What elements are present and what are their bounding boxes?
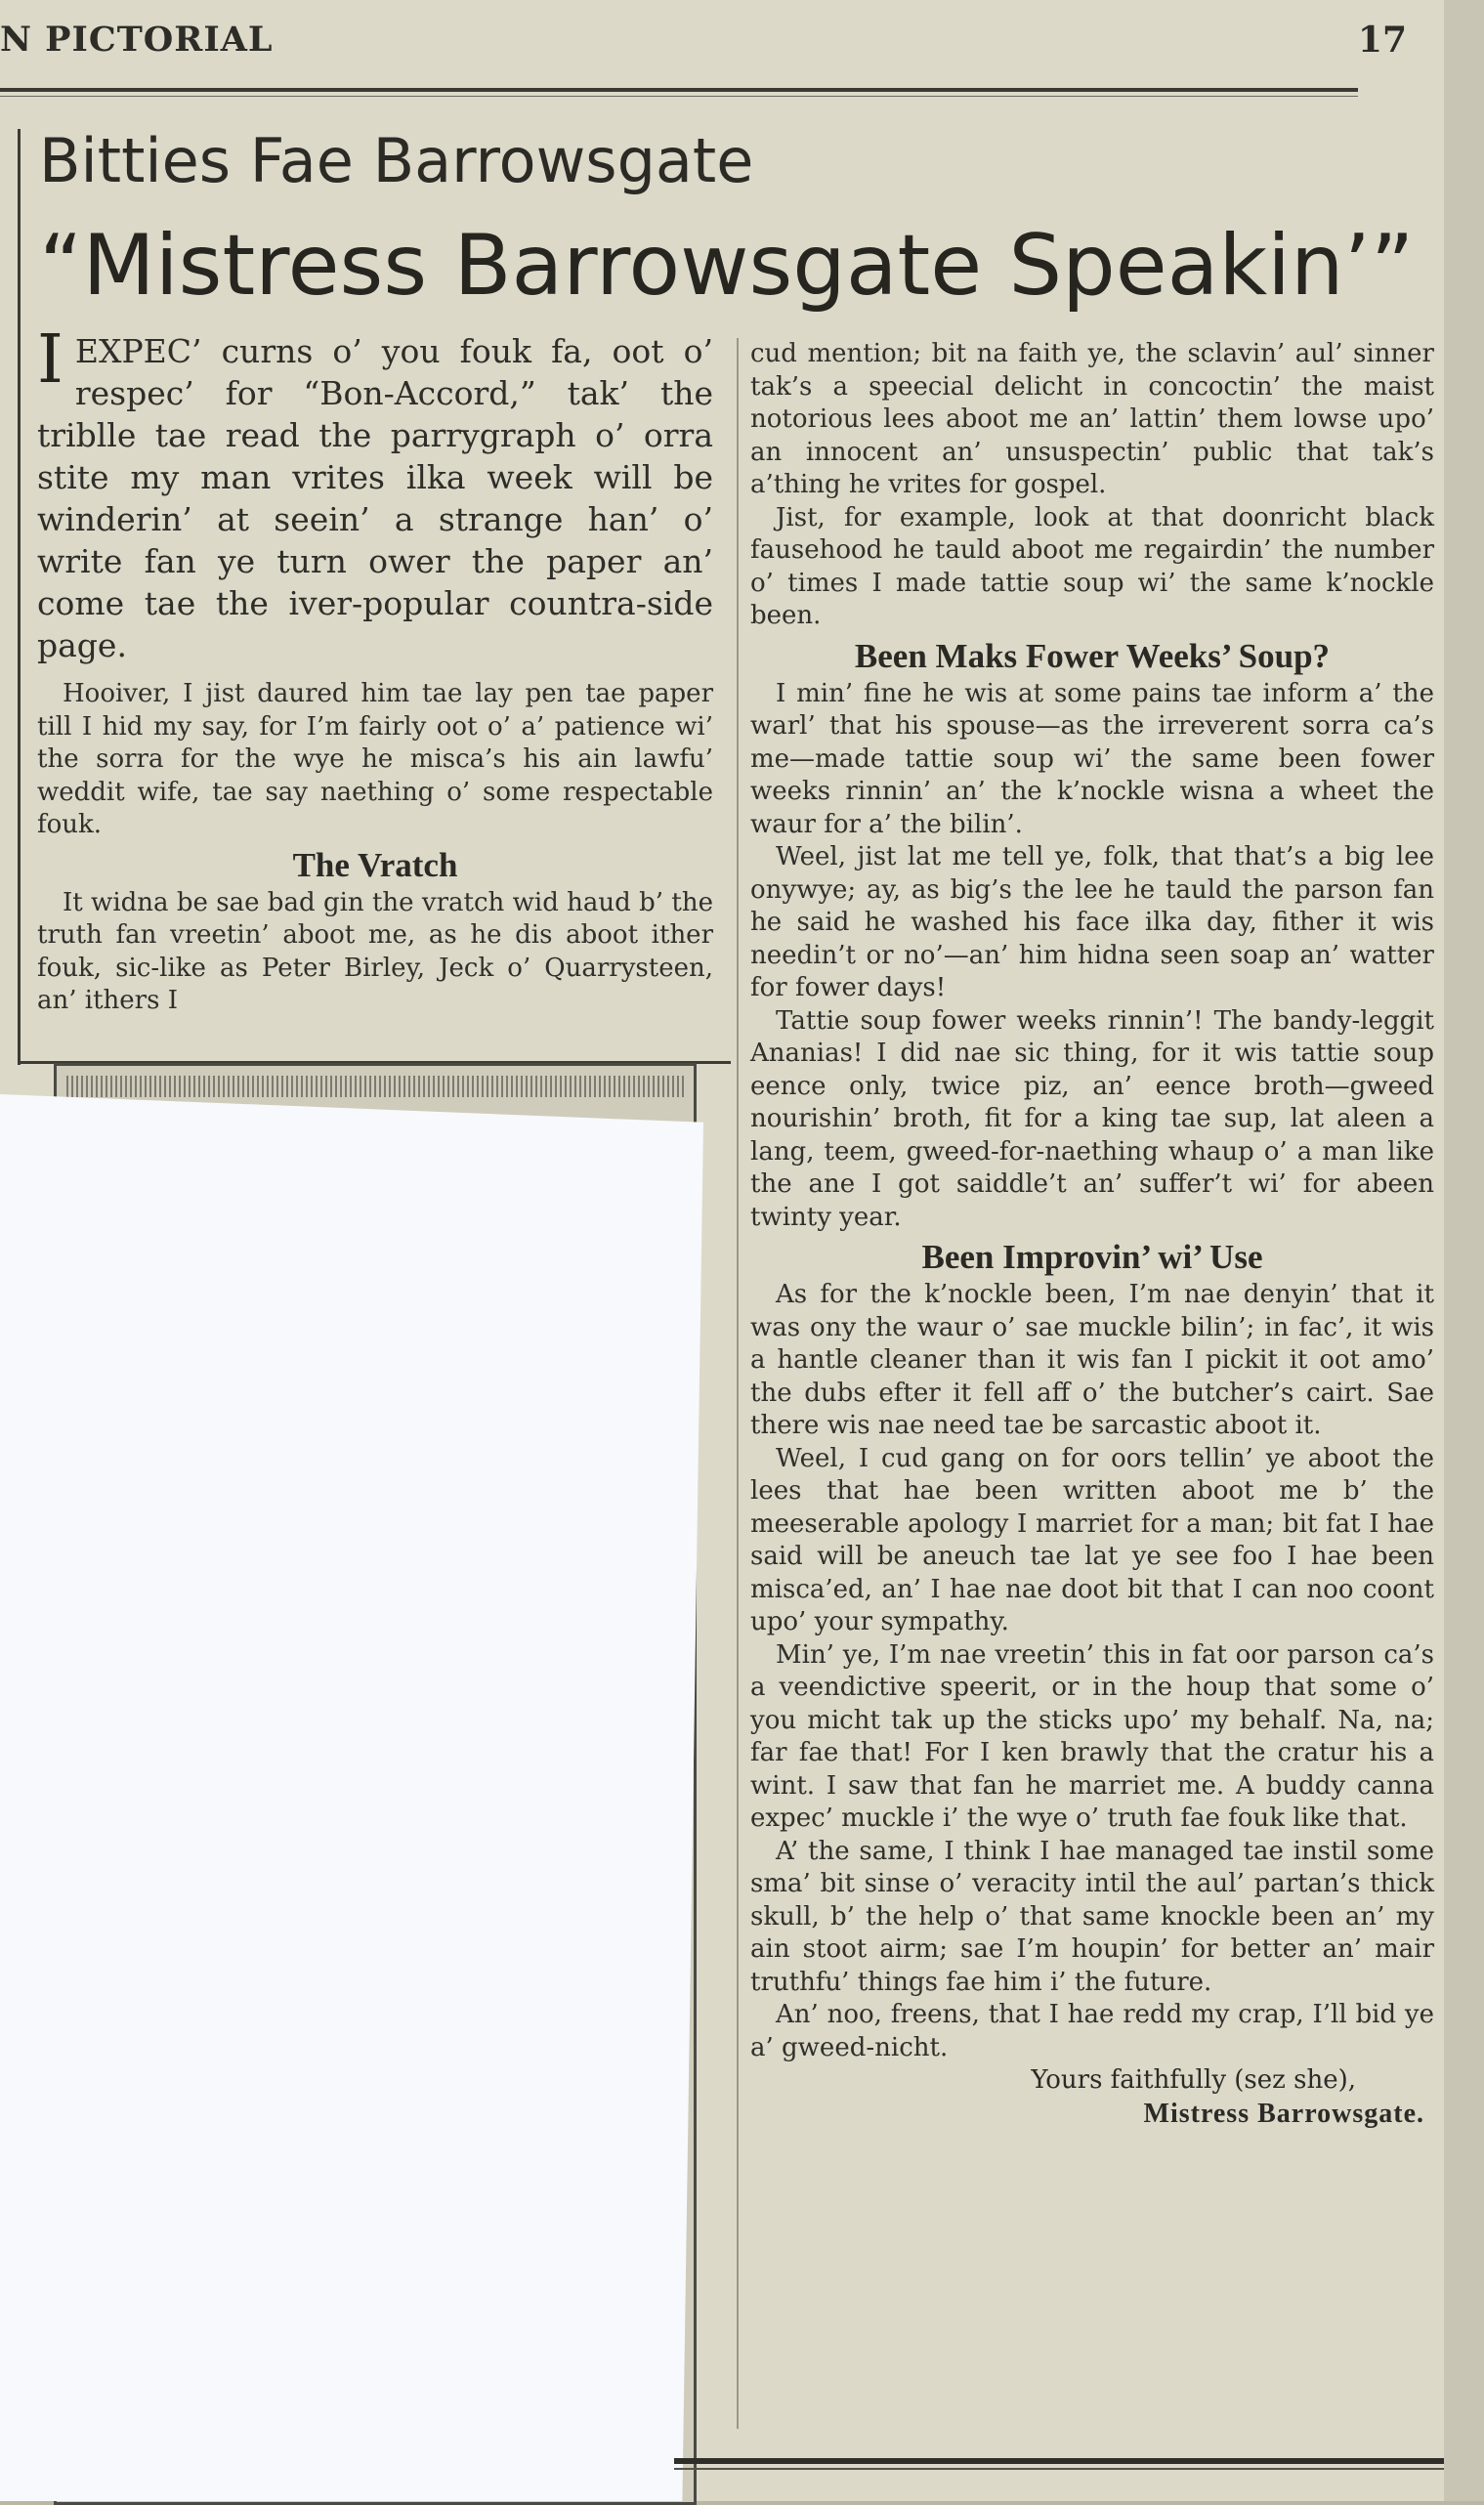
paragraph: Jist, for example, look at that doonricht black fausehood he tauld aboot me regairdin’ the number o’ times I made tattie soup wi’ the same k’nockle been. [750, 502, 1434, 630]
paragraph: A’ the same, I think I hae managed tae instil some sma’ bit sinse o’ veracity intil the aul’ partan’s thick skull, b’ the help o’ that same knockle been an’ my ain stoot airm; sae I’m houpin’ for better an’ mair truthfu’ things fae him i’ the future. [750, 1836, 1434, 1997]
subhead-the-vratch: The Vratch [292, 845, 458, 884]
left-column [37, 321, 713, 1018]
article-headline: “Mistress Barrowsgate Speakin’” [39, 217, 1415, 315]
paragraph: It widna be sae bad gin the vratch wid haud b’ the truth fan vreetin’ aboot me, as he dis aboot ither fouk, sic-like as Peter Birley, Jeck o’ Quarrysteen, an’ ithers I [37, 887, 713, 1015]
lead-paragraph [37, 321, 713, 666]
page-edge [1444, 0, 1484, 2501]
article-kicker: Bitties Fae Barrowsgate [39, 125, 754, 196]
paragraph: Min’ ye, I’m nae vreetin’ this in fat oor parson ca’s a veendictive speerit, or in the houp that some o’ you micht tak up the sticks upo’ my behalf. Na, na; far fae that! For I ken brawly that the cratur his a wint. I saw that fan he marriet me. A buddy canna expec’ muckle i’ the wye o’ truth fae fouk like that. [750, 1639, 1434, 1833]
ad-hatched-border [66, 1076, 684, 1097]
signature: Mistress Barrowsgate. [1143, 2098, 1424, 2129]
publication-title: N PICTORIAL [0, 20, 274, 60]
header-rule-thin [0, 96, 1358, 97]
signoff: Yours faithfully (sez she), [1031, 2065, 1356, 2095]
footer-rule-thin [674, 2468, 1456, 2470]
drop-cap: I [37, 321, 64, 399]
paragraph: Tattie soup fower weeks rinnin’! The bandy-leggit Ananias! I did nae sic thing, for it wis tattie soup eence only, twice piz, an’ eence broth—gweed nourishin’ broth, fit for a king tae sup, lat aleen a lang, teem, gweed-for-naething whaup o’ a man like the ane I got saiddle’t an’ suffer’t wi’ for abeen twinty year. [750, 1005, 1434, 1232]
column-divider [737, 338, 739, 2429]
paragraph: As for the k’nockle been, I’m nae denyin’ that it was ony the waur o’ sae muckle bilin’; in fac’, it wis a hantle cleaner than it wis fan I pickit it oot amo’ the dubs efter it fell aff o’ the butcher’s cairt. Sae there wis nae need tae be sarcastic aboot it. [750, 1280, 1434, 1440]
paragraph: An’ noo, freens, that I hae redd my crap, I’ll bid ye a’ gweed-nicht. [750, 2000, 1434, 2062]
running-header [0, 14, 1436, 72]
left-column-border [18, 129, 21, 1065]
paragraph: I min’ fine he wis at some pains tae inform a’ the warl’ that his spouse—as the irreverent sorra ca’s me—made tattie soup wi’ the same been fower weeks rinnin’ an’ the k’nockle wisna a wheet the waur for a’ the bilin’. [750, 678, 1434, 839]
lead-text: EXPEC’ curns o’ you fouk fa, oot o’ respec’ for “Bon-Accord,” tak’ the triblle tae read the parrygraph o’ orra stite my man vrites ilka week will be winderin’ at seein’ a strange han’ o’ write fan ye turn ower the paper an’ come tae the iver-popular countra-side page. [37, 332, 713, 664]
right-column [750, 338, 1434, 2131]
paragraph: Weel, jist lat me tell ye, folk, that that’s a big lee onywye; ay, as big’s the lee he tauld the parson fan he said he washed his face ilka day, fither it wis needin’t or no’—an’ him hidna seen soap an’ watter for fower days! [750, 842, 1434, 1002]
paragraph: cud mention; bit na faith ye, the sclavin’ aul’ sinner tak’s a speecial delicht in concoctin’ the maist notorious lees aboot me an’ lattin’ them lowse upo’ an innocent an’ unsuspectin’ public that tak’s a’thing he vrites for gospel. [750, 339, 1434, 499]
subhead-improvin-wi-use: Been Improvin’ wi’ Use [921, 1238, 1263, 1276]
torn-blank-area [0, 1094, 703, 2501]
paragraph: Hooiver, I jist daured him tae lay pen tae paper till I hid my say, for I’m fairly oot o’ a’ patience wi’ the sorra for the wye he misca’s his ain lawfu’ weddit wife, tae say naething o’ some respectable fouk. [37, 679, 713, 839]
paragraph: Weel, I cud gang on for oors tellin’ ye aboot the lees that hae been written aboot me b’ the meeserable apology I marriet for a man; bit fat I hae said will be aneuch tae lat ye see foo I hae been misca’ed, an’ I hae nae doot bit that I can noo coont upo’ your sympathy. [750, 1443, 1434, 1636]
page-number: 17 [1357, 20, 1407, 61]
subhead-fower-weeks-soup: Been Maks Fower Weeks’ Soup? [854, 636, 1331, 675]
footer-rule [674, 2458, 1456, 2464]
header-rule [0, 88, 1358, 92]
